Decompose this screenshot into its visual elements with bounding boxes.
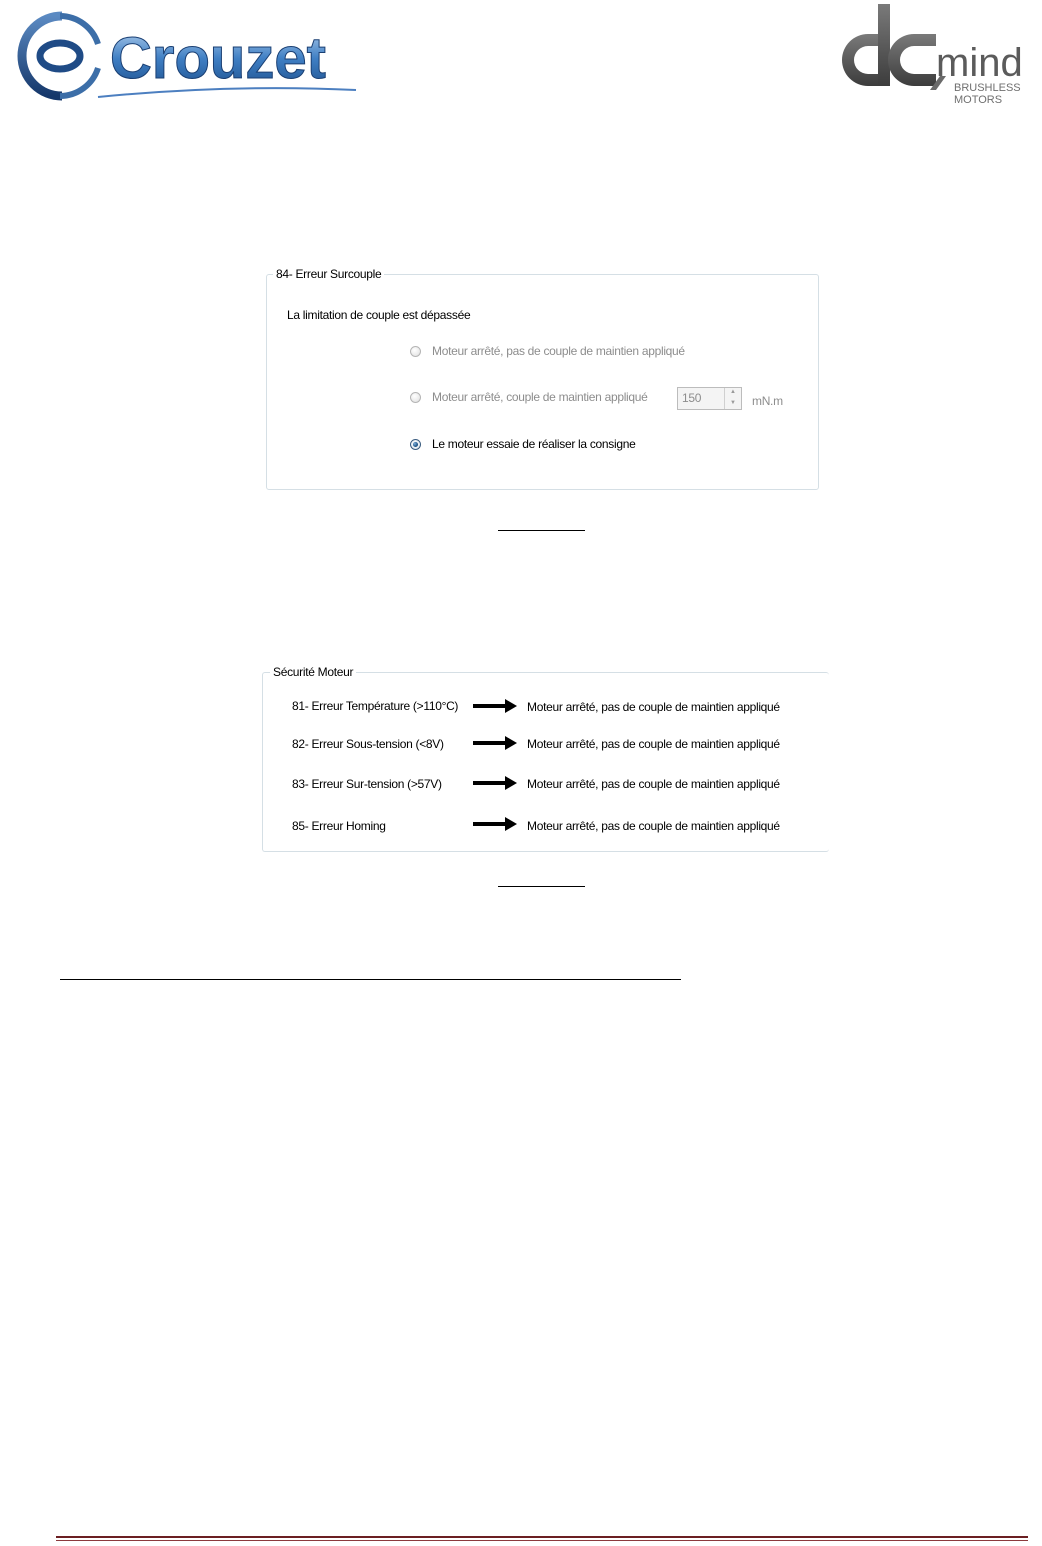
overtorque-description: La limitation de couple est dépassée xyxy=(287,308,471,322)
dcmind-tagline-2: MOTORS xyxy=(954,94,1003,106)
arrow-right-icon xyxy=(473,775,517,791)
error-85-action: Moteur arrêté, pas de couple de maintien appliqué xyxy=(527,819,780,833)
error-82-label: 82- Erreur Sous-tension (<8V) xyxy=(292,737,444,751)
option-follow-setpoint-label[interactable]: Le moteur essaie de réaliser la consigne xyxy=(432,437,636,451)
dcmind-logo xyxy=(826,0,1042,108)
crouzet-logo xyxy=(0,0,360,105)
dcmind-wordmark: dCmind xyxy=(826,0,830,1)
arrow-right-icon xyxy=(473,816,517,832)
dcmind-emblem xyxy=(842,4,946,90)
error-83-label: 83- Erreur Sur-tension (>57V) xyxy=(292,777,442,791)
crouzet-wordmark: Crouzet xyxy=(110,26,326,91)
holding-torque-unit: mN.m xyxy=(752,394,783,408)
error-81-label: 81- Erreur Température (>110°C) xyxy=(292,699,459,713)
figure-caption-rule-1 xyxy=(498,530,585,531)
footer-rule xyxy=(56,1536,1028,1538)
option-no-holding-torque-label[interactable]: Moteur arrêté, pas de couple de maintien appliqué xyxy=(432,344,685,358)
option-no-holding-torque-radio[interactable] xyxy=(410,346,421,357)
footnote-separator xyxy=(60,979,681,980)
option-holding-torque-label[interactable]: Moteur arrêté, couple de maintien appliqué xyxy=(432,390,648,404)
overtorque-groupbox xyxy=(266,274,819,490)
crouzet-emblem xyxy=(22,16,98,96)
figure-caption-rule-2 xyxy=(498,886,585,887)
arrow-right-icon xyxy=(473,698,517,714)
stepper-down-icon[interactable]: ▼ xyxy=(730,399,736,406)
holding-torque-value[interactable]: 150 xyxy=(682,391,702,405)
error-81-action: Moteur arrêté, pas de couple de maintien appliqué xyxy=(527,700,780,714)
stepper-up-icon[interactable]: ▲ xyxy=(730,389,736,395)
motor-safety-title: Sécurité Moteur xyxy=(270,665,356,679)
error-85-label: 85- Erreur Homing xyxy=(292,819,386,833)
option-holding-torque-radio[interactable] xyxy=(410,392,421,403)
option-follow-setpoint-radio[interactable] xyxy=(410,439,421,450)
dcmind-tagline-1: BRUSHLESS xyxy=(954,82,1021,94)
footer-rule-thin xyxy=(56,1540,1028,1541)
error-82-action: Moteur arrêté, pas de couple de maintien appliqué xyxy=(527,737,780,751)
overtorque-title: 84- Erreur Surcouple xyxy=(273,267,384,281)
stepper-buttons xyxy=(724,388,741,409)
holding-torque-stepper[interactable] xyxy=(677,387,742,410)
error-83-action: Moteur arrêté, pas de couple de maintien appliqué xyxy=(527,777,780,791)
arrow-right-icon xyxy=(473,735,517,751)
dcmind-mind-text: mind xyxy=(936,41,1023,85)
